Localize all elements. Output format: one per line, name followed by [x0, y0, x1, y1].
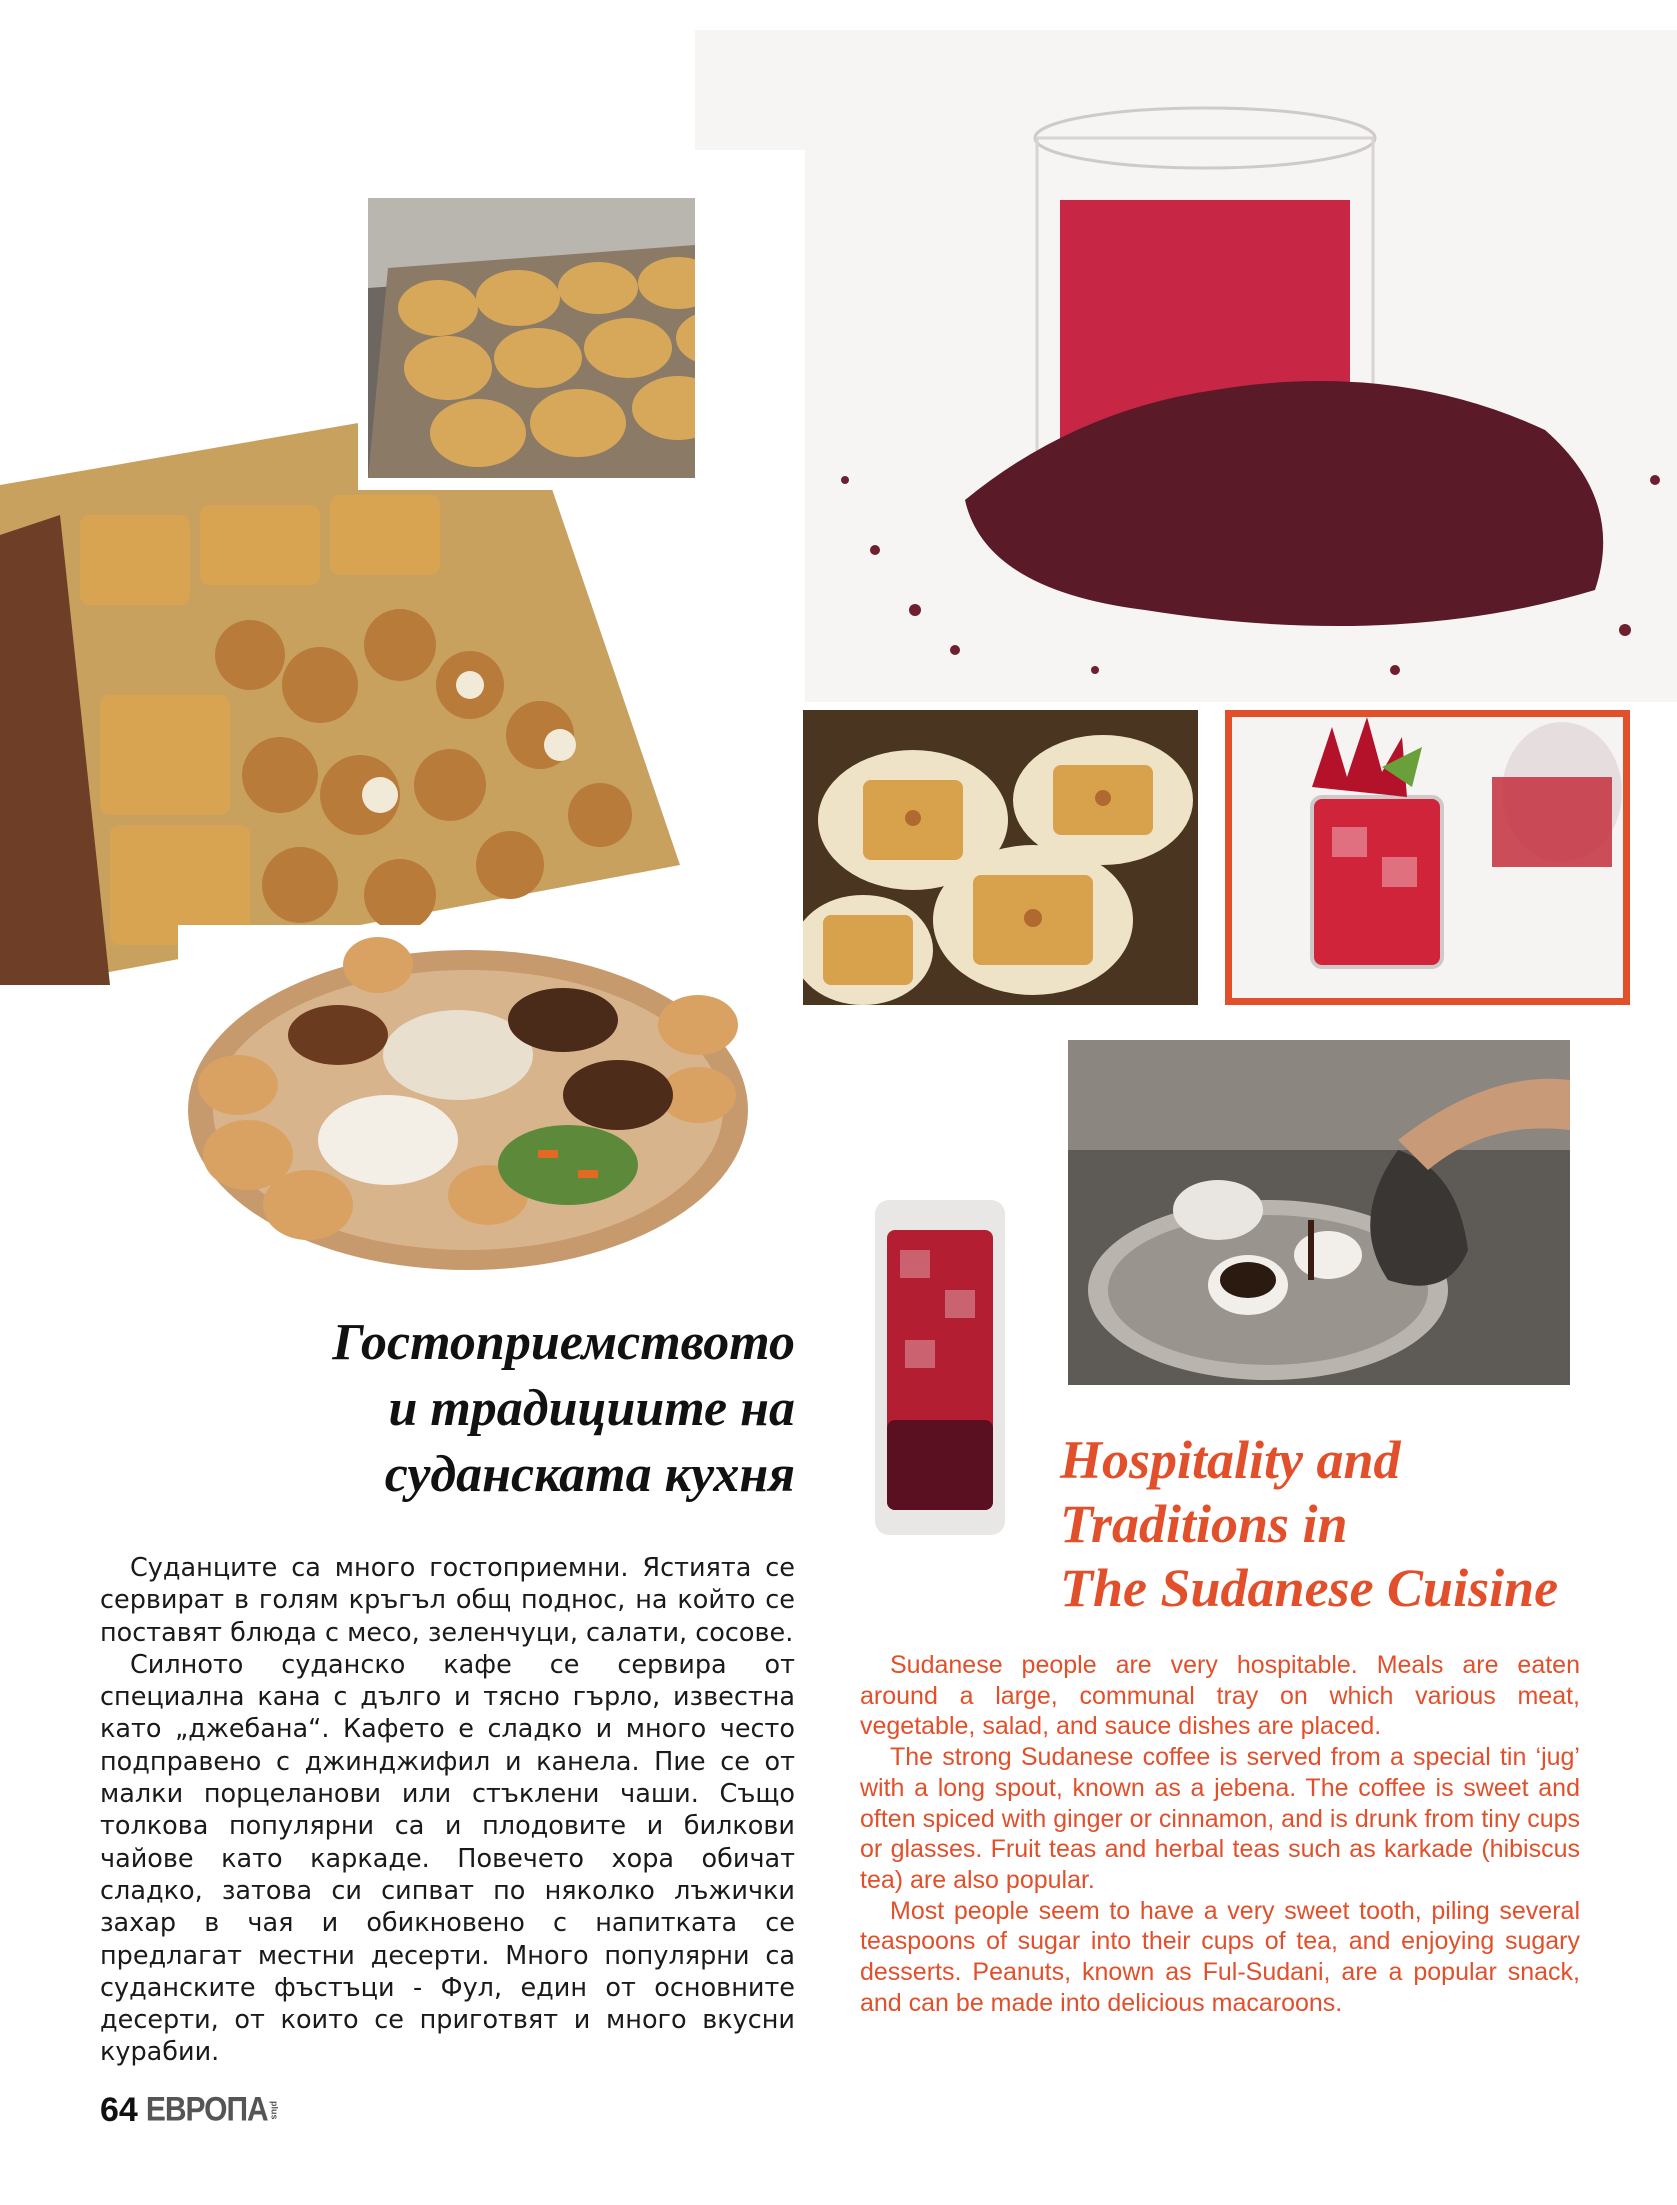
body-en-paragraph: Most people seem to have a very sweet tooth, piling several teaspoons of sugar into their cups of tea, and enjoying sugary desserts. Peanuts, known as Ful-Sudani, are a popular snack, and can be made into delicious macaroons.	[860, 1896, 1580, 2017]
title-en-line: Hospitality and	[1060, 1430, 1401, 1490]
title-bg-line: и традициите на	[388, 1380, 795, 1437]
photo-jebena-coffee	[1068, 1040, 1570, 1385]
title-bg-line: суданската кухня	[384, 1446, 795, 1503]
page-number: 64	[100, 2090, 138, 2129]
body-bg-paragraph: Силното суданско кафе се сервира от специална кана с дълго и тясно гърло, известна като „джебана“. Кафето е сладко и много често подправено с джинджифил и канела. Пие се от малки порцеланови или стъклени чаши. Също толкова популярни са и плодовите и билкови чайове като каркаде. Повечето хора обичат сладко, затова си сипват по няколко лъжички захар в чая и обикновено с напитката се предлагат местни десерти. Много популярни са суданските фъстъци - Фул, един от основните десерти, от които се приготвят и много вкусни курабии.	[100, 1649, 795, 2068]
article-body-bg	[100, 1552, 795, 2069]
article-title-en	[1060, 1428, 1620, 1620]
body-en-paragraph: The strong Sudanese coffee is served from a special tin ‘jug’ with a long spout, known as a jebena. The coffee is sweet and often spiced with ginger or cinnamon, and is drunk from tiny cups or glasses. Fruit teas and herbal teas such as karkade (hibiscus tea) are also popular.	[860, 1743, 1580, 1894]
magazine-logo-suffix: plus	[269, 2100, 280, 2120]
title-en-line: The Sudanese Cuisine	[1060, 1558, 1559, 1618]
article-body-en	[860, 1650, 1580, 2018]
article-title-bg	[275, 1310, 795, 1508]
photo-basbousa-cakes	[803, 710, 1198, 1005]
photo-communal-tray-meal	[178, 925, 760, 1280]
body-bg-paragraph: Суданците са много гостоприемни. Ястията се сервират в голям кръгъл общ поднос, на който се поставят блюда с месо, зеленчуци, салати, сосове.	[100, 1553, 795, 1648]
photo-karkade-iced-drink	[1225, 710, 1630, 1005]
magazine-logo: ЕВРОПА	[145, 2090, 268, 2129]
page-footer	[100, 2092, 280, 2128]
title-en-line: Traditions in	[1060, 1494, 1348, 1554]
photo-hibiscus-tea-glass	[695, 30, 1677, 702]
photo-tall-karkade-glass	[865, 1190, 1015, 1555]
title-bg-line: Гостоприемството	[332, 1314, 795, 1371]
body-en-paragraph: Sudanese people are very hospitable. Meals are eaten around a large, communal tray on which various meat, vegetable, salad, and sauce dishes are placed.	[860, 1651, 1580, 1741]
